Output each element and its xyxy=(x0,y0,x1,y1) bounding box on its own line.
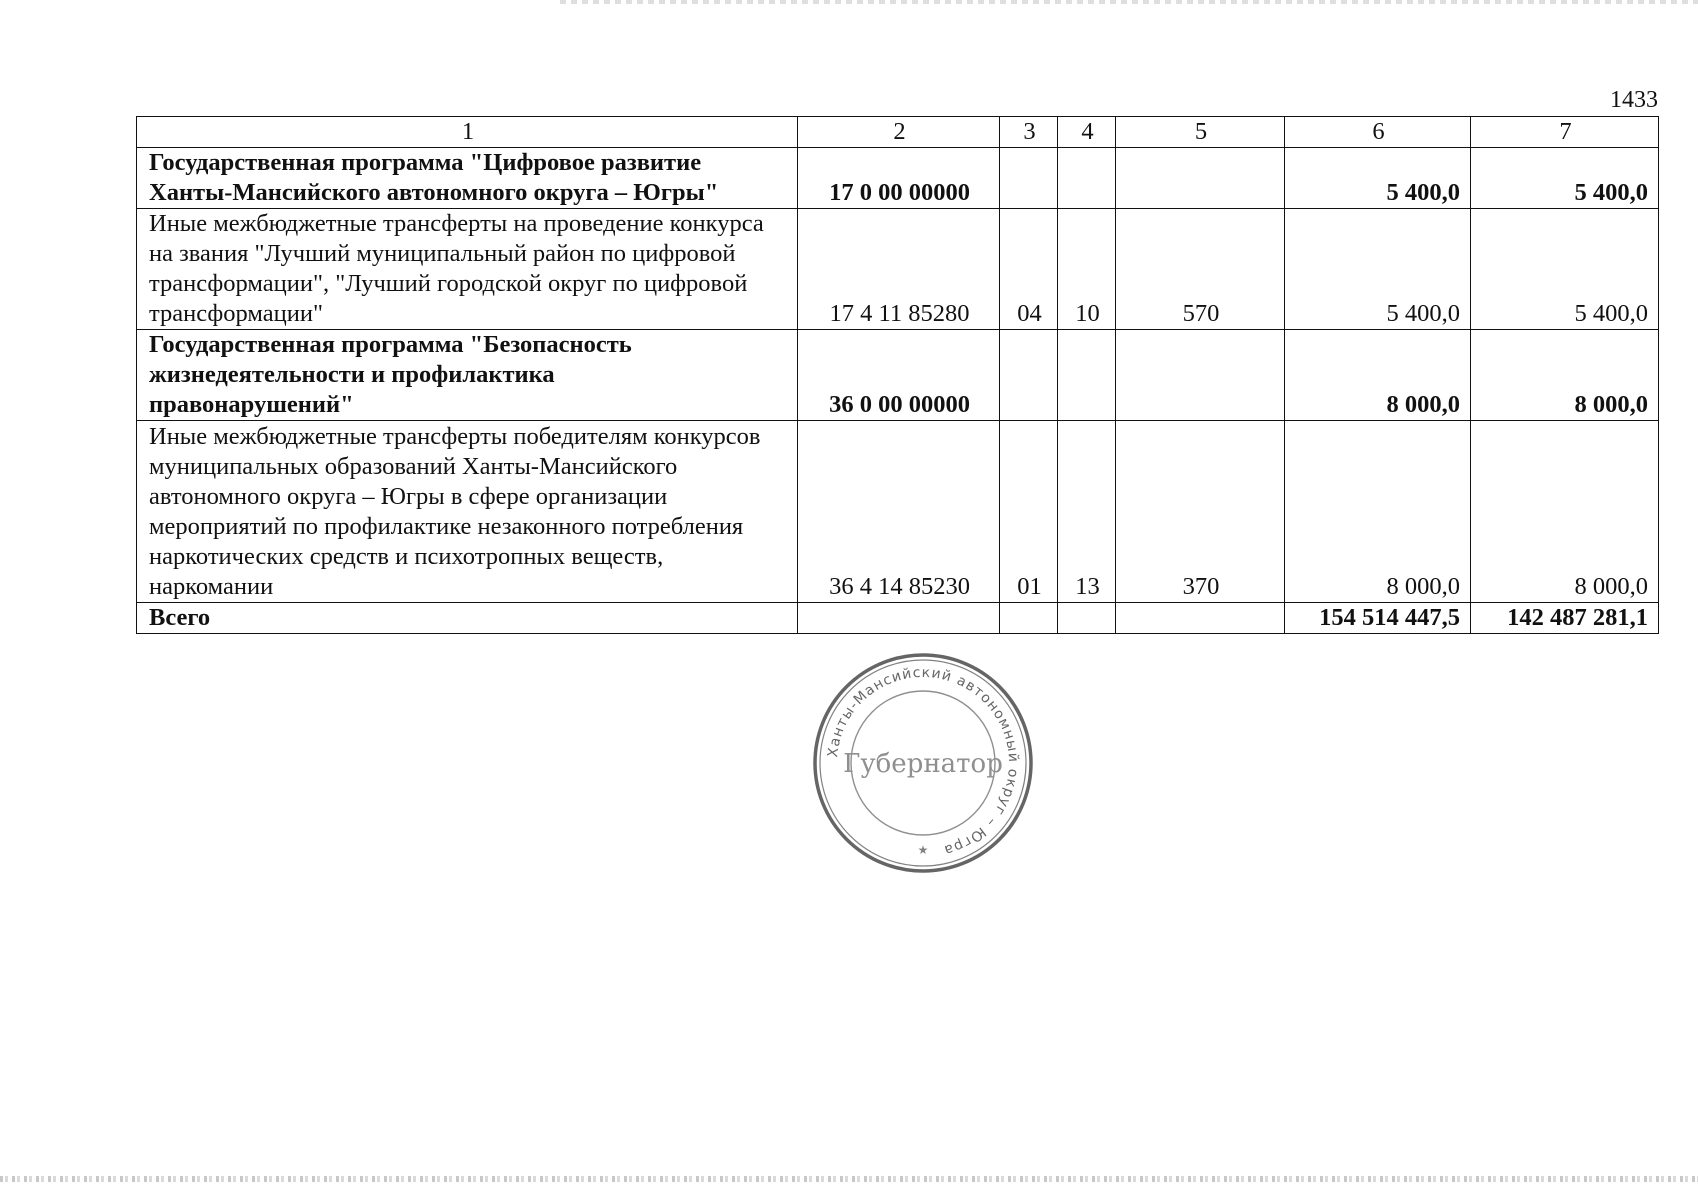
row-c4: 13 xyxy=(1058,421,1116,603)
header-cell: 6 xyxy=(1285,117,1471,148)
table-row xyxy=(137,209,1659,330)
table-row xyxy=(137,148,1659,209)
page-number: 1433 xyxy=(1610,87,1658,113)
row-code: 17 0 00 00000 xyxy=(798,148,1000,209)
header-cell: 2 xyxy=(798,117,1000,148)
table-header-row xyxy=(137,117,1659,148)
budget-table xyxy=(136,116,1659,634)
row-name: Государственная программа "Цифровое развитие Ханты-Мансийского автономного округа – Югры" xyxy=(137,148,798,209)
row-c4: 10 xyxy=(1058,209,1116,330)
row-c5: 370 xyxy=(1116,421,1285,603)
star-icon: ★ xyxy=(917,843,929,857)
row-v7: 5 400,0 xyxy=(1471,209,1659,330)
scan-artifact-bottom xyxy=(0,1176,1698,1182)
row-code: 17 4 11 85280 xyxy=(798,209,1000,330)
scan-artifact-top xyxy=(560,0,1698,4)
row-c3 xyxy=(1000,330,1058,421)
row-name: Иные межбюджетные трансферты на проведение конкурса на звания "Лучший муниципальный район по цифровой трансформации", "Лучший городской округ по цифровой трансформации" xyxy=(137,209,798,330)
row-code: 36 0 00 00000 xyxy=(798,330,1000,421)
header-cell: 5 xyxy=(1116,117,1285,148)
row-c5 xyxy=(1116,330,1285,421)
row-name: Государственная программа "Безопасность жизнедеятельности и профилактика правонарушений" xyxy=(137,330,798,421)
row-v6: 154 514 447,5 xyxy=(1285,603,1471,634)
table-total-row xyxy=(137,603,1659,634)
table-row xyxy=(137,421,1659,603)
row-c5 xyxy=(1116,148,1285,209)
row-v7: 5 400,0 xyxy=(1471,148,1659,209)
table-row xyxy=(137,330,1659,421)
row-v6: 8 000,0 xyxy=(1285,421,1471,603)
row-c3 xyxy=(1000,148,1058,209)
row-v7: 8 000,0 xyxy=(1471,421,1659,603)
row-c5 xyxy=(1116,603,1285,634)
header-cell: 4 xyxy=(1058,117,1116,148)
row-c3 xyxy=(1000,603,1058,634)
row-name: Всего xyxy=(137,603,798,634)
header-cell: 7 xyxy=(1471,117,1659,148)
header-cell: 1 xyxy=(137,117,798,148)
official-seal xyxy=(812,652,1034,874)
row-c3: 04 xyxy=(1000,209,1058,330)
row-v6: 8 000,0 xyxy=(1285,330,1471,421)
row-v6: 5 400,0 xyxy=(1285,209,1471,330)
row-name: Иные межбюджетные трансферты победителям конкурсов муниципальных образований Ханты-Мансийского автономного округа – Югры в сфере организации мероприятий по профилактике незаконного потребления наркотических средств и психотропных веществ, наркомании xyxy=(137,421,798,603)
row-v7: 142 487 281,1 xyxy=(1471,603,1659,634)
row-c4 xyxy=(1058,330,1116,421)
row-c4 xyxy=(1058,603,1116,634)
row-c5: 570 xyxy=(1116,209,1285,330)
row-v7: 8 000,0 xyxy=(1471,330,1659,421)
row-v6: 5 400,0 xyxy=(1285,148,1471,209)
row-c4 xyxy=(1058,148,1116,209)
seal-center-text: Губернатор xyxy=(843,749,1003,779)
row-c3: 01 xyxy=(1000,421,1058,603)
header-cell: 3 xyxy=(1000,117,1058,148)
row-code xyxy=(798,603,1000,634)
seal-ring-text: Ханты-Мансийский автономный округ – Югра xyxy=(825,664,1022,859)
row-code: 36 4 14 85230 xyxy=(798,421,1000,603)
